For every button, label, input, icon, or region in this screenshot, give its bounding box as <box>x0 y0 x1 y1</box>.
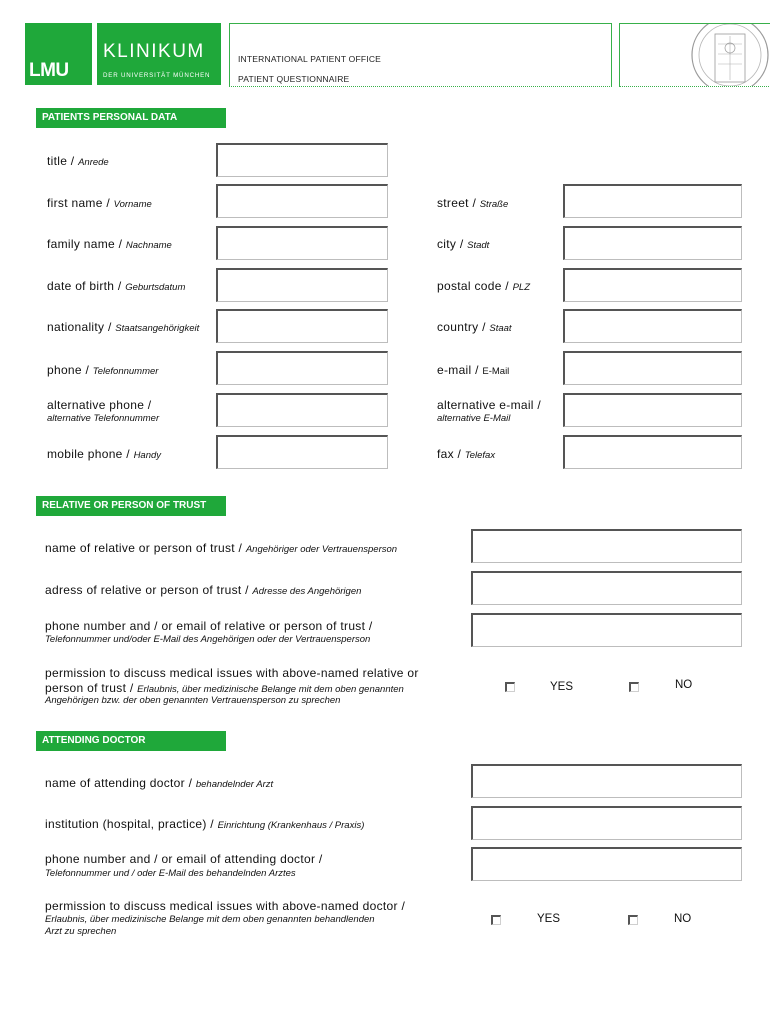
relative-contact-field[interactable] <box>471 613 742 647</box>
relative-permission-no-checkbox[interactable] <box>629 682 639 692</box>
label-alternative-email-de: alternative E-Mail <box>437 413 511 424</box>
institution-field[interactable] <box>471 806 742 840</box>
label-relative-contact-de: Telefonnummer und/oder E-Mail des Angehörigen oder der Vertrauensperson <box>45 634 371 645</box>
alternative-email-field[interactable] <box>563 393 742 427</box>
label-postal-code: postal code / PLZ <box>437 279 531 293</box>
label-relative-permission-de: Angehörigen bzw. der oben genannten Vertrauensperson zu sprechen <box>45 695 341 706</box>
city-field[interactable] <box>563 226 742 260</box>
label-email: e-mail / E-Mail <box>437 363 510 377</box>
alternative-phone-field[interactable] <box>216 393 388 427</box>
doctor-permission-no-checkbox[interactable] <box>628 915 638 925</box>
label-doctor-permission: permission to discuss medical issues with above-named doctor / <box>45 899 406 913</box>
label-street: street / Straße <box>437 196 509 210</box>
label-title: title / Anrede <box>47 154 109 168</box>
family-name-field[interactable] <box>216 226 388 260</box>
country-field[interactable] <box>563 309 742 343</box>
label-doctor-contact-de: Telefonnummer und / oder E-Mail des behandelnden Arztes <box>45 868 296 879</box>
klinikum-logo <box>97 23 221 85</box>
relative-name-field[interactable] <box>471 529 742 563</box>
doctor-permission-yes-checkbox[interactable] <box>491 915 501 925</box>
label-mobile-phone: mobile phone / Handy <box>47 447 162 461</box>
label-doctor-permission-de: Erlaubnis, über medizinische Belange mit dem oben genannten behandlenden <box>45 914 375 925</box>
postal-code-field[interactable] <box>563 268 742 302</box>
label-first-name: first name / Vorname <box>47 196 152 210</box>
label-relative-permission-2: person of trust / Erlaubnis, über medizinische Belange mit dem oben genannten <box>45 681 404 695</box>
label-phone: phone / Telefonnummer <box>47 363 159 377</box>
nationality-field[interactable] <box>216 309 388 343</box>
header-questionnaire: PATIENT QUESTIONNAIRE <box>238 74 350 84</box>
label-family-name: family name / Nachname <box>47 237 172 251</box>
date-of-birth-field[interactable] <box>216 268 388 302</box>
klinikum-logo-text: KLINIKUM <box>103 41 205 62</box>
doctor-permission-yes-label: YES <box>537 913 561 925</box>
fax-field[interactable] <box>563 435 742 469</box>
section-relative: RELATIVE OR PERSON OF TRUST <box>36 496 226 516</box>
mobile-phone-field[interactable] <box>216 435 388 469</box>
doctor-name-field[interactable] <box>471 764 742 798</box>
label-doctor-name: name of attending doctor / behandelnder Arzt <box>45 776 274 790</box>
university-seal-frame <box>619 23 770 87</box>
relative-permission-yes-checkbox[interactable] <box>505 682 515 692</box>
first-name-field[interactable] <box>216 184 388 218</box>
lmu-logo <box>25 23 92 85</box>
label-alternative-phone-de: alternative Telefonnummer <box>47 413 160 424</box>
label-doctor-permission-de-2: Arzt zu sprechen <box>45 926 117 937</box>
label-relative-permission: permission to discuss medical issues with above-named relative or <box>45 666 419 680</box>
doctor-contact-field[interactable] <box>471 847 742 881</box>
relative-permission-yes-label: YES <box>550 681 574 693</box>
title-field[interactable] <box>216 143 388 177</box>
label-date-of-birth: date of birth / Geburtsdatum <box>47 279 186 293</box>
lmu-logo-text: LMU <box>29 60 69 81</box>
label-nationality: nationality / Staatsangehörigkeit <box>47 320 200 334</box>
label-alternative-email: alternative e-mail / <box>437 398 542 412</box>
header-office: INTERNATIONAL PATIENT OFFICE <box>238 54 382 64</box>
phone-field[interactable] <box>216 351 388 385</box>
label-relative-contact: phone number and / or email of relative or person of trust / <box>45 619 373 633</box>
street-field[interactable] <box>563 184 742 218</box>
email-field[interactable] <box>563 351 742 385</box>
label-country: country / Staat <box>437 320 512 334</box>
document-header <box>229 23 612 87</box>
section-personal-data: PATIENTS PERSONAL DATA <box>36 108 226 128</box>
label-fax: fax / Telefax <box>437 447 496 461</box>
section-attending-doctor: ATTENDING DOCTOR <box>36 731 226 751</box>
relative-permission-no-label: NO <box>675 679 693 691</box>
relative-address-field[interactable] <box>471 571 742 605</box>
label-institution: institution (hospital, practice) / Einrichtung (Krankenhaus / Praxis) <box>45 817 365 831</box>
label-doctor-contact: phone number and / or email of attending doctor / <box>45 852 323 866</box>
label-alternative-phone: alternative phone / <box>47 398 152 412</box>
label-city: city / Stadt <box>437 237 490 251</box>
doctor-permission-no-label: NO <box>674 913 692 925</box>
label-relative-name: name of relative or person of trust / Angehöriger oder Vertrauensperson <box>45 541 398 555</box>
label-relative-address: adress of relative or person of trust / Adresse des Angehörigen <box>45 583 362 597</box>
klinikum-logo-subtext: DER UNIVERSITÄT MÜNCHEN <box>103 72 211 79</box>
university-seal-icon <box>620 24 770 86</box>
